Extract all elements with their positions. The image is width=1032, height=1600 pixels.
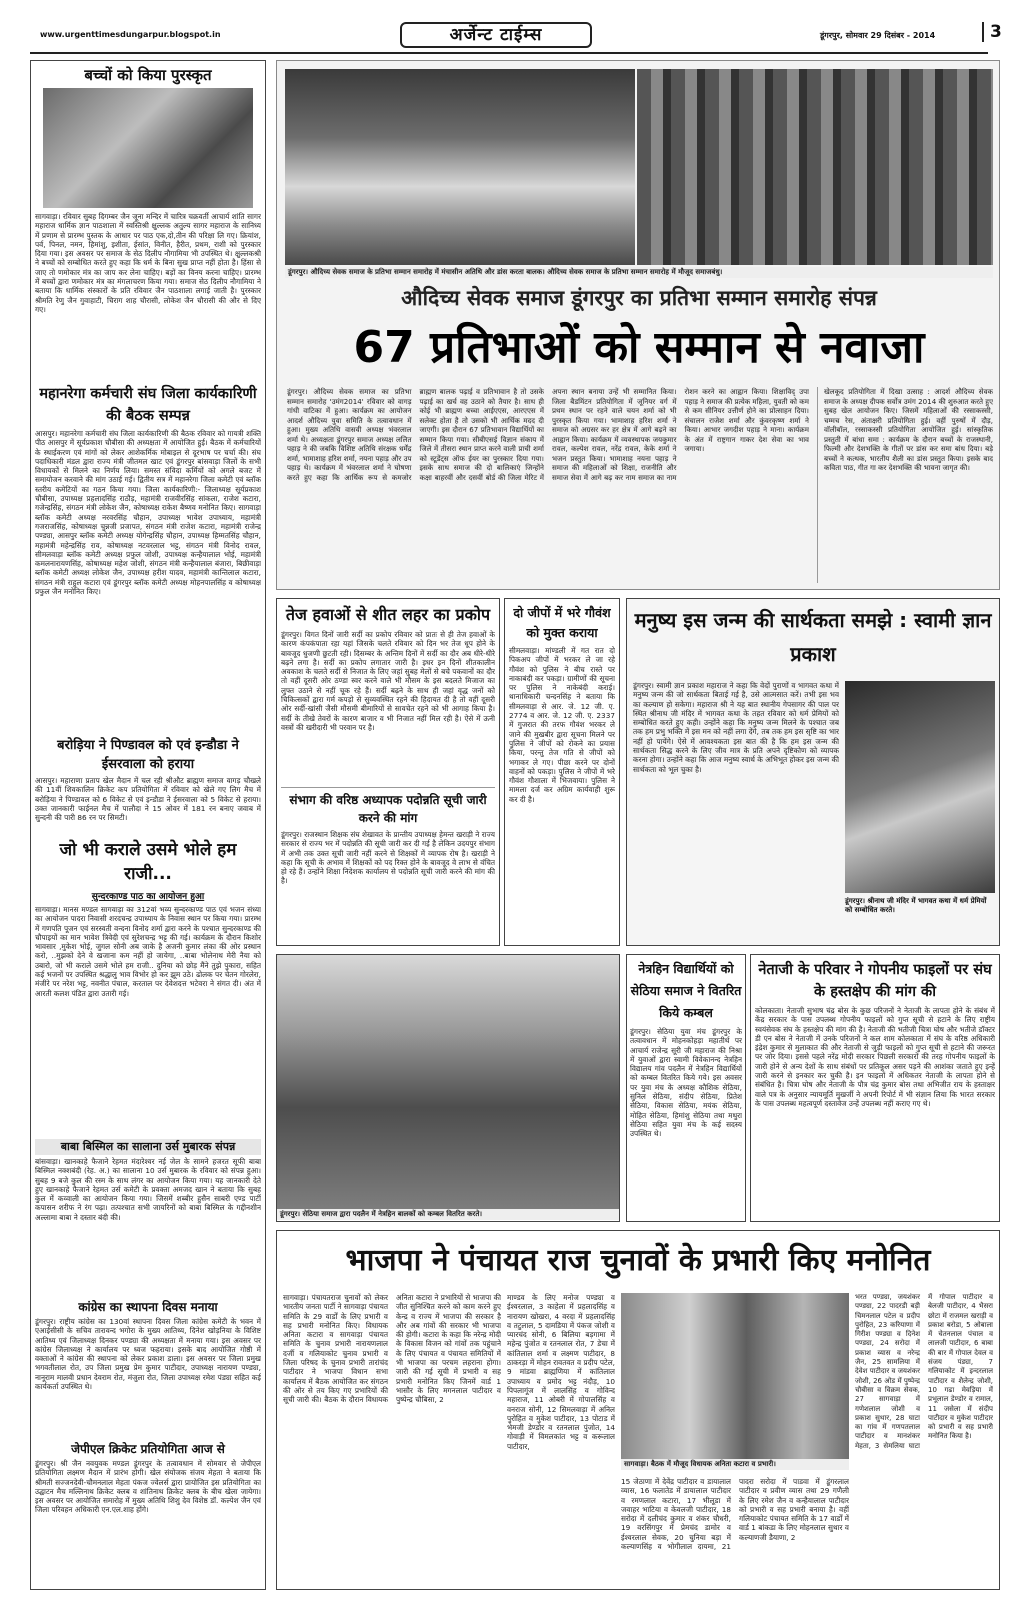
blanket-photo-box [276,954,620,1222]
stage-photo [285,69,635,265]
blanket-photo [277,955,620,1209]
masthead: अर्जेन्ट टाईम्स [400,22,592,48]
article-headline: भाजपा ने पंचायत राज चुनावों के प्रभारी किए मनोनित [345,1243,931,1278]
article-body: सीमलवाड़ा। मांण्डली में गत रात दो पिकअप जीपों में भरकर ले जा रहे गौवंश को पुलिस ने बीच रास्ते पर नाकाबंदी कर पकड़ा। ग्रामीणों की सूचना पर पुलिस ने नाकेबंदी कराई। थानाधिकारी चन्दनसिंह ने बताया कि सीमलवाड़ा से आर. जे. 12 जी. ए. 2774 व आर. जे. 12 जी. ए. 2337 में गुजरात की तरफ गौवंश भरकर ले जाने की मुखबीर द्वारा सूचना मिलने पर पुलिस ने जीपों को रोकने का प्रयास किया, परन्तु तेज गति से जीपों को भगाकर ले गए। पीछा करने पर दोनों वाहनों को पकड़ा। पुलिस ने जीपों में भरे गौवंश गौशाला में भिजवाया। पुलिस ने मामला दर्ज कर अग्रिम कार्यवाही शुरू कर दी है। [509,646,615,804]
article-body: सागवाड़ा। मानस मण्डल सागवाड़ा का 312वां भव्य सुन्दरकाण्ड पाठ एवं भजन संध्या का आयोजन पादरा निवासी शरदचन्द्र उपाध्याय के निवास स्थान पर किया गया। प्रारम्भ में गणपति पूजन एवं सरस्वती वन्दना विनोद शर्मा द्वारा करने के पश्चात सुन्दरकाण्ड की चौपाइयों का मान भावेश त्रिवेदी एवं सुरेशचन्द्र भट्ट की गई। कार्यक्रम के दौरान किशोर भावसार ,मुकेश भोई, जुगल सोनी अब जाके है अजनी कुमार लंका की ओर प्रस्थान करो, ..मुझको देने वे खजाना कम नहीं हो जायेगा, ..बाबा भोलेनाथ मेरी नैया को उबारो, जो भी कराले उसमे भोले हम राजी.. दुनिया को छोड़ मैंने तुझे पुकारा, सहित कई भजनों पर उपस्थित श्रद्धालु भाव विभोर हो कर झूम उठे। ढोलक पर चेतन गोरलेरा, मंजीरे पर नरेश भट्ट, नवनीत पंचाल, करताल पर देवेशदत्त भटेवरा ने संगत दी। अंत में आरती कलश पंडित द्वारा उतारी गई। [35,905,261,998]
article-title: दो जीपों में भरे गौवंश को मुक्त कराया [513,605,611,640]
issue-date: डूंगरपुर, सोमवार 29 दिसंबर - 2014 [820,31,936,40]
bjp-article [276,1230,1000,1590]
article-title: नेताजी के परिवार ने गोपनीय फाइलों पर संघ के हस्तक्षेप की मांग की [758,962,992,1000]
article-body: डूंगरपुर। श्री जैन नवयुवक मण्डल डूंगरपुर के तत्वावधान में सोमवार से जेपीएल प्रतियोगिता लक्ष्मण मैदान में प्रारंभ होगी। खेल संयोजक संजय मेहता ने बताया कि श्रीमती सज्जनदेवी-चौमनलाल मेहता पंकज ज्वेलर्स द्वारा प्रायोजित इस प्रतियोगिता का उद्घाटन मैच मल्लिनाथ क्रिकेट क्लब व शांतिनाथ क्रिकेट क्लब के बीच खेला जायेगा। इस अवसर पर आयोजित समारोह में मुख्य अतिथि शिशु देव विशेष्ठ डॉ. कल्पेश जैन एवं जिला परिवहन अधिकारी एन.एल.शाह होंगे। [35,1459,261,1515]
article-title: बरोड़िया ने पिण्डावल को एवं इन्डौडा ने ईसरवाला को हराया [57,738,239,772]
article-body: डूंगरपुर। विगत दिनों जारी सर्दी का प्रकोप रविवार को प्रातः से ही तेज हवाओं के कारण कंपकंपाता रहा यहां जिसके चलते रविवार को दिन भर तेज धूप होने के बावजूद धुजणी छुटती रही। दिसम्बर के अन्तिम दिनों में सर्दी का दौर अब धीरे-धीरे बढ़ने लगा है। सर्दी का प्रकोप लगातार जारी है। इधर इन दिनों शीतकालीन अवकाश के चलते सर्दी से निजात के लिए जहां सुबह मेलों से बचे पकवानों का दौर तो वहीं दूसरी ओर ठण्डा स्वर करने वाले भी मौसम के इस बदलते मिजाज का लुफ्त उठाने से नहीं चूक रहे हैं। सर्दी बढ़ने के साथ ही जहां वृद्ध जनों को चिकित्सकों द्वारा गर्म कपड़ो से सुव्यवस्थित रहने की हिदायत दी है तो वहीं दूसरी ओर सर्दी-खांसी जैसी मौसमी बीमारियों से सावचेत रहने को भी आगाह किया है। सर्दी के तीखे तेवरों के कारण बाजार व भी निजात नहीं मिल रही है। ऐसे में ऊनी वस्त्रों की खरीदारी भी परवान पर है। [281,630,495,732]
article-title: मनुष्य इस जन्म की सार्थकता समझे : स्वामी ज्ञान प्रकाश [634,608,992,666]
swami-article [626,598,1000,946]
story-sidebar: खेलकूद प्रतियोगिता में दिखा उत्साह : आदर्श औदिच्य सेवक समाज के अध्यक्ष दीपक सर्वोत्र उमंग 2014 की शुरुआत करते हुए सुबह खेल आयोजन किए। जिसमें महिलाओं की रस्साकस्सी, चम्मच रेस, अंताक्षरी प्रतियोगिता हुई। वहीं पुरुषों में दौड़, वॉलीबॉल, रस्साकस्सी प्रतियोगिता आयोजित हुई। सांस्कृतिक प्रस्तुती में बांधा समा : कार्यक्रम के दौरान बच्चों के राजस्थानी, फिल्मी और देशभक्ति के गीतों पर डांस कर समा बांध दिया। बड़े बच्चों ने कत्थक, भारतीय शैली का डांस प्रस्तुत किया। इसके बाद कविता पाठ, गीत गा कर देशभक्ति की भावना जागृत की। [817,387,993,583]
swami-photo [845,681,995,893]
article-body: बांसवाड़ा। खानकाहे फैजाने रेहमत मंदारेश्वर नई जेल के सामने हजरत सूफी बाबा बिस्मिल नक्शबंदी (रेह. अ.) का सालाना 10 उर्स मुबारक के रविवार को संपन्न हुआ। सुबह 9 बजे कुल की रस्म के साथ लंगर का आयोजन किया गया। यह जानकारी देते हुए खानकाहे फैजाने रेहमत उर्स कमेटी के प्रवक्ता अमजद खान ने बताया कि सुबह कुल में कव्वाली का आयोजन किया गया। जिसमें शब्बीर हुसैन साबरी एण्ड पार्टी कपासन शरीफ ने रंग पढ़ा। तत्पश्चात सभी जायरिनों को बाबा बिस्मिल के गद्दीनशीन अल्लामा बाबा ने दस्तार बंदी की। [35,1157,261,1222]
article-title: महानरेगा कर्मचारी संघ जिला कार्यकारिणी की बैठक सम्पन्न [39,386,257,424]
kids-award-photo [43,88,253,208]
article-title: बाबा बिस्मिल का सालाना उर्स मुबारक संपन्न [35,1139,261,1155]
article-body: माण्डव के लिए मनोज पण्ड्या व ईश्वरलाल, 3 काहेला में प्रहलादसिंह व नारायण खोखरा, 4 वरदा में प्रहलादसिंह व तटुलाल, 5 दामडिया में पंकज जोशी व प्यारचंद सोनी, 6 बिलिया बड़गामा में महेन्द्र पुंजोत व रतनलाल रोत, 7 डेचा में कांतिलाल शर्मा व लक्ष्मण पाटीदार, 8 ठाकरड़ा में मोहन रावतवत व प्रदीप पटेल, 9 मांडवा ब्राह्मणिया में कांतिलाल उपाध्याय व प्रमोद भट्ट नंदौड़, 10 पिपलागूंज में लालसिंह व गोविन्द महाराज, 11 ओबरी में गोपालसिंह व वनराज सोनी, 12 सिमलवाड़ा में अनिल पुरोहित व मुकेश पाटीदार, 13 पोटाड में भेमजी डेण्डोर व रतनलाल पुंजोत, 14 गोवाड़ी में विमलकांत भट्ट व करूलाल पाटीदार, [507,1293,615,1451]
page-url[interactable]: www.urgenttimesdungarpur.blogspot.in [40,30,221,39]
article-subhead: सुन्दरकाण्ड पाठ का आयोजन हुआ [91,892,205,902]
cold-wave-article [276,598,500,946]
left-column [30,60,266,1590]
article-body: 15 जेठाणा में देवेंद्र पाटीदार व डायालाल व्यास, 16 फलातेड में डायालाल पाटीदार व रमणलाल कटारा, 17 भीलूडा में जवाहर भाटिया व केवलजी पाटीदार, 18 सरोदा में दलीचंद कुमार व शंकर चौधरी, 19 वरसिंगपुर में प्रेमचंद डामोर व ईश्वरलाल सेवक, 20 चुनिया बड़ा में कल्याणसिंह व भोगीलाल दायमा, 21 पादरा सरोदा में पाडवा में डूंगरलाल पाटीदार व प्रवीण व्यास तथा 29 गणैली के लिए रमेश जैन व कन्हैयालाल पाटीदार को प्रभारी व सह प्रभारी बनाया है। वहीं गलियाकोट पंचायत समिति के 17 वार्डों में वार्ड 1 बांकडा के लिए मोहनलाल सुथार व कल्याणजी डैयाणा, 2 [621,1477,849,1552]
article-body: आसपुर। महाराणा प्रताप खेल मैदान में चल रही श्रीऔट ब्राह्मण समाज वागड़ चौखले की 11वीं शिवकालिन क्रिकेट कप प्रतियोगिता में रविवार को खेले गए लिग मैच में बरोड़िया ने पिण्डावल को 6 विकेट से एवं इन्डौडा ने ईसरवाला को 5 विकेट से हराया। उक्त जानकारी फाईनल मैच में पालौदा ने 15 ओवर में 181 रन बनाए जवाब में सुन्दनी की पारी 86 रन पर सिमटी। [35,776,261,823]
photo-caption: डूंगरपुर। औदिच्य सेवक समाज के प्रतिभा सम्मान समारोह में मंचासीन अतिथि और डांस करता बालक। औदिच्य सेवक समाज के प्रतिभा सम्मान समारोह में मौजूद समाजबंधु। [285,267,993,278]
article-title: कांग्रेस का स्थापना दिवस मनाया [78,1300,218,1314]
article-body: डूंगरपुर। सेठिया युवा मंच डूंगरपुर के तत्वावधान में मोहनकोहड़ा महातीर्थ पर आचार्य राजेन्द्र सूरी जी महाराज की निश्रा में युवाओं द्वारा स्वामी विवेकानन्द नेत्रहिन विद्यालय गांव पदलैन में नेत्रहिन विद्यार्थियों को कम्बल वितरित किये गये। इस अवसर पर युवा मंच के अध्यक्ष कौशिक सेठिया, सुनिल सेठिया, संदीप सेठिया, प्रितेश सेठिया, विकास सेठिया, मयंक सेठिया, मोहित सेठिया, हिमांशु सेठिया तथा मथुरा सेठिया सहित युवा मंच के कई सदस्य उपस्थित थे। [630,1027,742,1139]
header-rule [30,52,988,54]
article-body: डूंगरपुर। राष्ट्रीय कांग्रेस का 130वां स्थापना दिवस जिला कांग्रेस कमेटी के भवन में एआईसीसी के सचिव तारावन्द भगोरा के मुख्य आतिथ्य, दिनेश खोड़निया के विशिष्ट आतिथ्य एवं जिलाध्यक्ष दिनकर पण्ड्या की अध्यक्षता में मनाया गया। इस अवसर पर कांग्रेस जिलाध्यक्ष ने कार्यालय पर ध्वज फहराया। इसके बाद आयोजित गोष्ठी में वक्ताओं ने कांग्रेस की स्थापना को लेकर प्रकाश डाला। इस अवसर पर जिला प्रमुख भगवतीलाल रोत, उप जिला प्रमुख प्रेम कुमार पाटीदार, उपाध्यक्ष नारायण पण्ड्या, नानूराम मालवी प्रधान देवराम रोत, मंजुला रोत, जिला उपाध्यक्ष रमेश पंड्या सहित कई कार्यकर्ता उपस्थित थे। [35,1317,261,1392]
top-story [276,60,1000,590]
article-body: आसपुर। महानरेगा कर्मचारी संघ जिला कार्यकारिणी की बैठक रविवार को गायत्री शक्ति पीठ आसपुर में सूर्यप्रकाश चौबीसा की अध्यक्षता में आयोजित हुई। बैठक में कर्मचारियों के स्थाईकरण एवं मांगों को लेकर आशेकर्मिक मोबाइल से दूरभाष पर चर्चा की। संघ पदाधिकारी मंडल द्वारा राज्य मंत्री जीतमल खाट एवं डूंगरपुर बांसवाड़ा जिलों के सभी विधायकों से मिलने का निर्णय लिया। समस्त संविदा कर्मियों को अगले बजट में समायोजन करवाने की मांग उठाई गई। द्वितीय सत्र में महानरेगा जिला कमेटी एवं ब्लॉक स्तरीय कमेटियों का गठन किया गया। जिला कार्यकारिणी:- जिलाध्यक्ष सूर्यप्रकाश चौबीसा, उपाध्यक्ष प्रहलादसिंह राठौड़, महामंत्री राजवीरसिंह सांकला, राजेश कटारा, गजेन्द्रसिंह, संगठन मंत्री लोकेश जैन, कोषाध्यक्ष राकेश बैष्णव मनोनित किए। सागवाड़ा ब्लॉक कमेटी अध्यक्ष नरवरसिंह चौहान, उपाध्यक्ष भावेश उपाध्याय, महामंत्री गजराजसिंह, कोषाध्यक्ष चुन्नजी प्रजापत, संगठन मंत्री राजेश कटारा, महामंत्री राजेन्द्र पण्ड्या, आसपुर ब्लॉक कमेटी अध्यक्ष योगेन्द्रसिंह चौहान, उपाध्यक्ष हिम्मतसिंह चौहान, महामंत्री महेन्द्रसिंह राव, कोषाध्यक्ष नटवरलाल भट्ट, संगठन मंत्री विनोद रावल, सीमलवाड़ा ब्लॉक कमेटी अध्यक्ष प्रफुल जोशी, उपाध्यक्ष कन्हैयालाल भोई, महामंत्री कमलनारायणसिंह, कोषाध्यक्ष महेश जोशी, संगठन मंत्री कन्हैयालाल बंजारा, बिछीवाड़ा ब्लॉक कमेटी अध्यक्ष लोकेश जैन, उपाध्यक्ष हरीश यादव, महामंत्री कान्तिलाल कटारा, संगठन मंत्री राहुल कटारा एवं डूंगरपुर ब्लॉक कमेटी अध्यक्ष मोहनपालसिंह व कोषाध्यक्ष प्रफुल जैन मनोनित किए। [35,429,261,597]
bjp-meeting-photo [621,1293,849,1459]
article-title: नेत्रहिन विद्यार्थियों को सेठिया समाज ने वितरित किये कम्बल [630,961,742,1020]
netaji-article [750,954,1000,1222]
article-body: कोलकाता। नेताजी सुभाष चंद्र बोस के कुछ परिजनों ने नेताजी के लापता होने के संबंध में केंद्र सरकार के पास उपलब्ध गोपनीय फाइलों को गुप्त सूची से हटाने के लिए राष्ट्रीय स्वयंसेवक संघ के हस्तक्षेप की मांग की है। नेताजी की भतीजी चित्रा घोष और भतीजे डॉक्टर डी एन बोस ने नेताजी में उनके परिजनों ने कल शाम कोलकाता में संघ के वरिष्ठ अधिकारी इंद्रेश कुमार से मुलाकात की और नेताजी से जुड़ी फाइलों को गुप्त सूची से हटाने की जरूरत पर जोर दिया। इससे पहले नरेंद्र मोदी सरकार पिछली सरकारों की तरह गोपनीय फाइलों के जारी होने से अन्य देशों के साथ संबंधों पर प्रतिकूल असर पड़ने की आशंका जताते हुए इन्हें जारी करने से इनकार कर चुकी है। इन फाइलों में अधिकतर नेताजी के लापता होने से संबंधित है। चित्रा घोष और नेताजी के पौत्र चंद्र कुमार बोस तथा अभिजीत राय के हस्ताक्षर वाले पत्र के अनुसार न्यायमूर्ति मुखर्जी ने अपनी रिपोर्ट में भी संज्ञान लिया कि भारत सरकार के पास उपलब्ध महत्वपूर्ण दस्तावेज उन्हें उपलब्ध नहीं कराए गए थे। [755,1006,995,1108]
article-body: डूंगरपुर। राजस्थान शिक्षक संघ शेखावत के प्रान्तीय उपाध्यक्ष हेमन्त खराड़ी ने राज्य सरकार से राज्य भर में पदोन्नति की सूची जारी कर दी गई है लेकिन उदयपुर संभाग में अभी तक उक्त सूची जारी नहीं करने से शिक्षकों में व्यापक रोष है। खराड़ी ने कहा कि सूची के अभाव में शिक्षकों को पद रिक्त होने के बावजूद वे लाभ से वंचित हो रहे हैं। उन्होंने शिक्षा निदेशक कार्यालय से पदोन्नति सूची जारी करने की मांग की है। [281,830,495,886]
article-title: तेज हवाओं से शीत लहर का प्रकोप [285,605,491,624]
page-number: 3 [982,22,1002,42]
photo-caption: सागवाड़ा। बैठक में मौजूद विधायक अनिता कटारा व प्रभारी। [621,1459,849,1470]
blanket-article [626,954,746,1222]
article-title: जो भी कराले उसमे भोले हम राजी... [59,840,237,884]
story-kicker: औदिच्य सेवक समाज डूंगरपुर का प्रतिभा सम्मान समारोह संपन्न [401,286,877,310]
article-body: सागवाड़ा। पंचायतराज चुनावों को लेकर भारतीय जनता पार्टी ने सागवाड़ा पंचायत समिति के 29 वार्डों के लिए प्रभारी व सह प्रभारी मनोनित किए। विधायक अनिता कटारा व सागवाड़ा पंचायत समिति के चुनाव प्रभारी नारायणलाल दर्जी व गलियाकोट चुनाव प्रभारी व जिला परिषद के चुनाव प्रभारी तारांचंद पाटीदार ने भाजपा विधान सभा कार्यालय में बैठक आयोजित कर संगठन की ओर से तय किए गए प्रभारियों की सूची जारी की। बैठक के दौरान विधायक अनिता कटारा ने प्रभारियों से भाजपा की जीत सुनिश्चित करने को काम करने हुए केन्द्र व राज्य में भाजपा की सरकार है और अब गांवों की सरकार भी भाजपा की होगी। कटारा के कहा कि नरेन्द्र मोदी के विकास विजन को गांवों तक पहुंचाने के लिए पंचायत व पंचायत समितियों में भी भाजपा का परचम लहराना होगा। जारी की गई सूची में प्रभारी व सह प्रभारी मनोनित किए जिनमें वार्ड 1 भासौर के लिए मगनलाल पाटीदार व पुष्पेन्द्र चौबिसा, 2 [283,1293,501,1405]
photo-caption: डूंगरपुर। श्रीनाथ जी मंदिर में भागवत कथा में धर्म प्रेमियों को सम्बोधित करते। [845,897,987,914]
article-body: डूंगरपुर। स्वामी ज्ञान प्रकाश महाराज ने कहा कि वेदों पुराणों व भागवत कथा में मनुष्य जन्म की जो सार्थकता बिताई गई है, उसे आत्मसात करें। तभी इस भव का कल्याण हो सकेगा। महाराज श्री ने यह बात स्थानीय गेपसागर की पाल पर स्थित श्रीनाथ जी मंदिर में भागवत कथा के तहत रविवार को धर्म प्रेमियों को सम्बोधित करते हुए कही। उन्होंने कहा कि मनुष्य जन्म मिलने के पश्चात जब तक हम प्रभु भक्ति में इस मन को नहीं लगा देंगे, तब तक हम इस सृष्टि का भार नहीं हो पायेंगे। ऐसे में आवश्यकता इस बात की है कि हम इस जन्म की सार्थकता सिद्ध करने के लिए जीव मात्र के प्रति अपने दृष्टिकोण को व्यापक करना होगा। उन्होंने कहा कि आज मनुष्य स्वार्थ के अभिभूत होकर इस जन्म की सार्थकता को भूल चुका है। [633,681,839,774]
article-title: संभाग की वरिष्ठ अध्यापक पदोन्नति सूची जारी करने की मांग [281,787,495,827]
story-headline: 67 प्रतिभाओं को सम्मान से नवाजा [353,322,925,373]
article-body: भरत पण्ड्या, जयशंकर पण्ड्या, 22 पादरडी बड़ी चिमनलाल पटेल व प्रदीप पुरोहित, 23 करियाणा में गिरीश पण्ड्या व दिनेश पण्ड्या, 24 सरोदा में प्रकाश व्यास व नरेन्द्र जैन, 25 सामलिया में देवेश पाटीदार व जयशंकर जोशी, 26 ओड में पुष्पेन्द्र चौबीसा व विक्रम सेवक, 27 सागवाड़ा में गणेशलाल जोशी व प्रकाश सुथार, 28 घाटा का गांव में गणपतलाल पाटीदार व मानशंकर मेहता, 3 सेमलिया घाटा में गोपाल पाटीदार व बेलजी पाटीदार, 4 भैसरा छोटा में राजमल खराड़ी व प्रकाश बरोडा, 5 ओबाला में चेतनलाल पंचाल व लालजी पाटीदार, 6 बाबा की बार में गोपाल देवल व संजय पंड्या, 7 गलियाकोट में इन्दरलाल पाटीदार व शैलेन्द्र जोशी, 10 गढा मेवड़िया में प्रभूलाल डेण्डोर व रामाल, 11 जसेला में संदीप पाटीदार व मुकेश पाटीदार को प्रभारी व सह प्रभारी मनोनित किया है। [855,1293,993,1450]
audience-photo [637,69,993,265]
jeep-article [504,598,620,946]
article-body: सागवाड़ा। रविवार सुबह दिगम्बर जैन जूना मन्दिर में चारित्र चक्रवर्ती आचार्य शांति सागर महाराज धार्मिक ज्ञान पाठशाला में स्वस्तिश्री क्षुल्लक अतुल्य सागर महाराज के सानिध्य में प्रणाम से प्रारम्भ पुस्तक के आधार पर पाठ एक,दो,तीन की परिक्षा लि गए। क्रियांश, पर्व, पिनल, नमन, हिमांशु, इशीता, ईसांत, विनीत, हैरीत, प्रथम, राशी को पुरस्कार दिया गया। इस अवसर पर समाज के सेठ दिलीप नौगामिया भी उपस्थित थे। क्षुल्लकश्री ने बच्चों को सम्बोधित करते हुए कहा कि धर्म के बिना सुख प्राप्त नहीं होता है। हिंसा से जाए तो णमोकार मंत्र का जाप कर लेना चाहिए। बड़ों का विनय करना चाहिए। प्रारम्भ में बच्चों द्वारा णमोकार मंत्र का मंगलाचरण किया गया। समाज सेठ दिलीप नौगामिया ने बताया कि धार्मिक संस्कारों के प्रति रविवार जैन पाठशाला लगाई जाती है। पुरस्कार श्रीमति रेणु जैन गुवाहाटी, चिराग शाह चौरासी, लोकेश जैन चौरासी की और से दिए गए। [35,212,261,314]
story-body: डूंगरपुर। औदिच्य सेवक समाज का प्रतिभा सम्मान समारोह 'उमंग2014' रविवार को वागड़ गांधी वाटिका में हुआ। कार्यक्रम का आयोजन आदर्श औदिच्य युवा समिति के तत्वावधान में हुआ। मुख्य अतिथि वासवी अध्यक्ष भंवरलाल शर्मा थे। अध्यक्षता डूंगरपुर समाज अध्यक्ष ललित पहाड़ ने की जबकि विशिष्ट अतिथि संरक्षक धर्मेंद्र शर्मा, भामाशाह हरिश शर्मा, नयना पहाड़ और उप पहाड़ थे। कार्यक्रम में भंवरलाल शर्मा ने घोषणा करते हुए कहा कि आर्थिक रूप से कमजोर ब्राह्मण बालक पढ़ाई व प्रतिभावान है तो उसके पढ़ाई का खर्च वह उठाने को तैयार है। साथ ही कोई भी ब्राह्मण बच्चा आईएएस, आरएएस में सलेक्ट होता है तो उसको भी आर्थिक मदद दी जाएगी। इस दौरान 67 प्रतिभावान विद्यार्थियों का सम्मान किया गया। सीबीएसई विज्ञान संकाय में जिले में तीसरा स्थान प्राप्त करने वाली प्राची शर्मा को स्टूडेंट्स ऑफ ईयर का पुरस्कार दिया गया। इसके साथ समाज की दो बालिकाएं जिन्होंने कक्षा बाहरवीं और दसवीं बोर्ड की जिला मेरिट में अपना स्थान बनाया उन्हें भी सम्मानित किया। जिला बैडमिंटन प्रतियोगिता में जूनियर वर्ग में प्रथम स्थान पर रहने वाले चयन शर्मा को भी पुरस्कृत किया गया। भामाशाह हरिश शर्मा ने समाज को अग्रसर कर हर क्षेत्र में आगे बढ़ने का आह्वान किया। कार्यक्रम में व्यवस्थापक जयकुमार रावल, कल्पेश रावल, नरेंद्र रावल, केके शर्मा ने भजन प्रस्तुत किया। भामाशाह नयना पहाड़ ने समाज की महिलाओं को शिक्षा, राजनीति और समाज सेवा में आगे बढ़ कर नाम समाज का नाम रोशन करने का आह्वान किया। शिक्षाविद् उपा पहाड़ ने समाज की प्रत्येक महिला, युवती को कम से कम सीनियर उत्तीर्ण होने का प्रोत्साहन दिया। संचालन राजेश शर्मा और कुंवरकृष्ण शर्मा ने किया। आभार जगदीश पहाड़ ने माना। कार्यक्रम के अंत में राष्ट्रगान गाकर देश सेवा का भाव जगाया। [287,387,809,482]
article-title: बच्चों को किया पुरस्कृत [84,66,212,84]
article-title: जेपीएल क्रिकेट प्रतियोगिता आज से [71,1442,225,1456]
photo-caption: डूंगरपुर। सेठिया समाज द्वारा पदलैन में नेत्रहिन बालकों को कम्बल वितरित करते। [277,1209,620,1220]
